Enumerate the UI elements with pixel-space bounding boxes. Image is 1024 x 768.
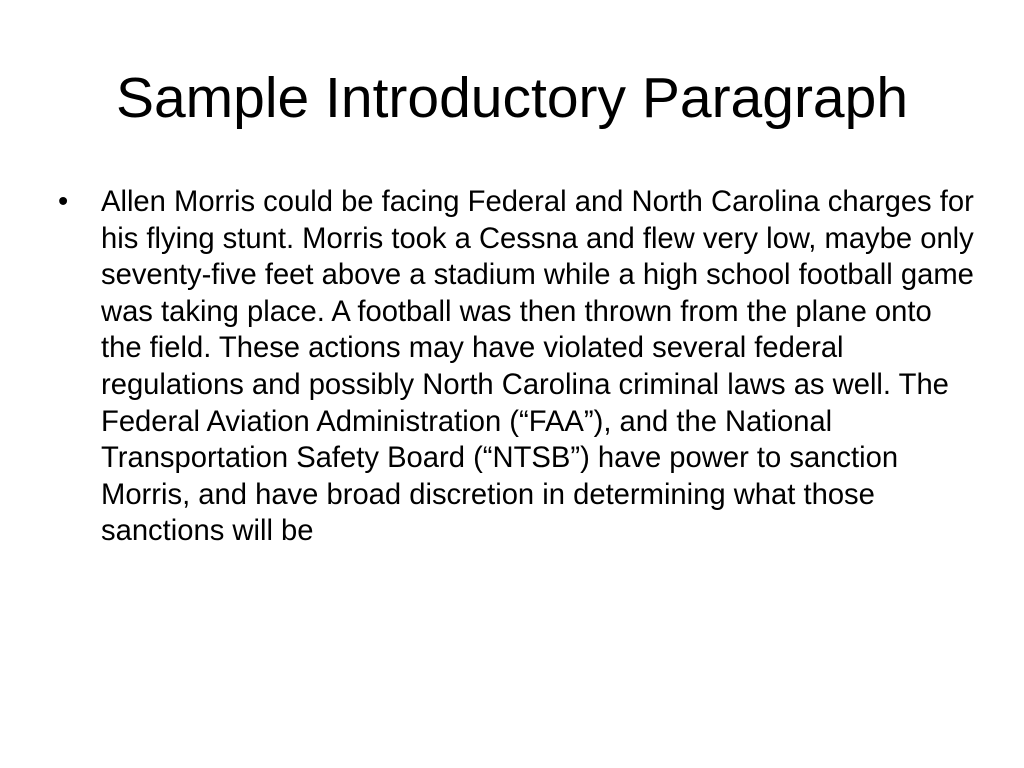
bullet-marker-icon: •: [58, 186, 69, 218]
bullet-text: Allen Morris could be facing Federal and North Carolina charges for his flying stunt. Morris took a Cessna and flew very low, maybe only seventy-five feet above a stadium while a high school football game was taking place. A football was then thrown from the plane onto the field. These actions may have violated several federal regulations and possibly North Carolina criminal laws as well. The Federal Aviation Administration (“FAA”), and the National Transportation Safety Board (“NTSB”) have power to sanction Morris, and have broad discretion in determining what those sanctions will be: [101, 186, 974, 548]
slide-title: Sample Introductory Paragraph: [115, 66, 909, 130]
bullet-list: [58, 184, 978, 550]
bullet-item: [58, 184, 978, 550]
